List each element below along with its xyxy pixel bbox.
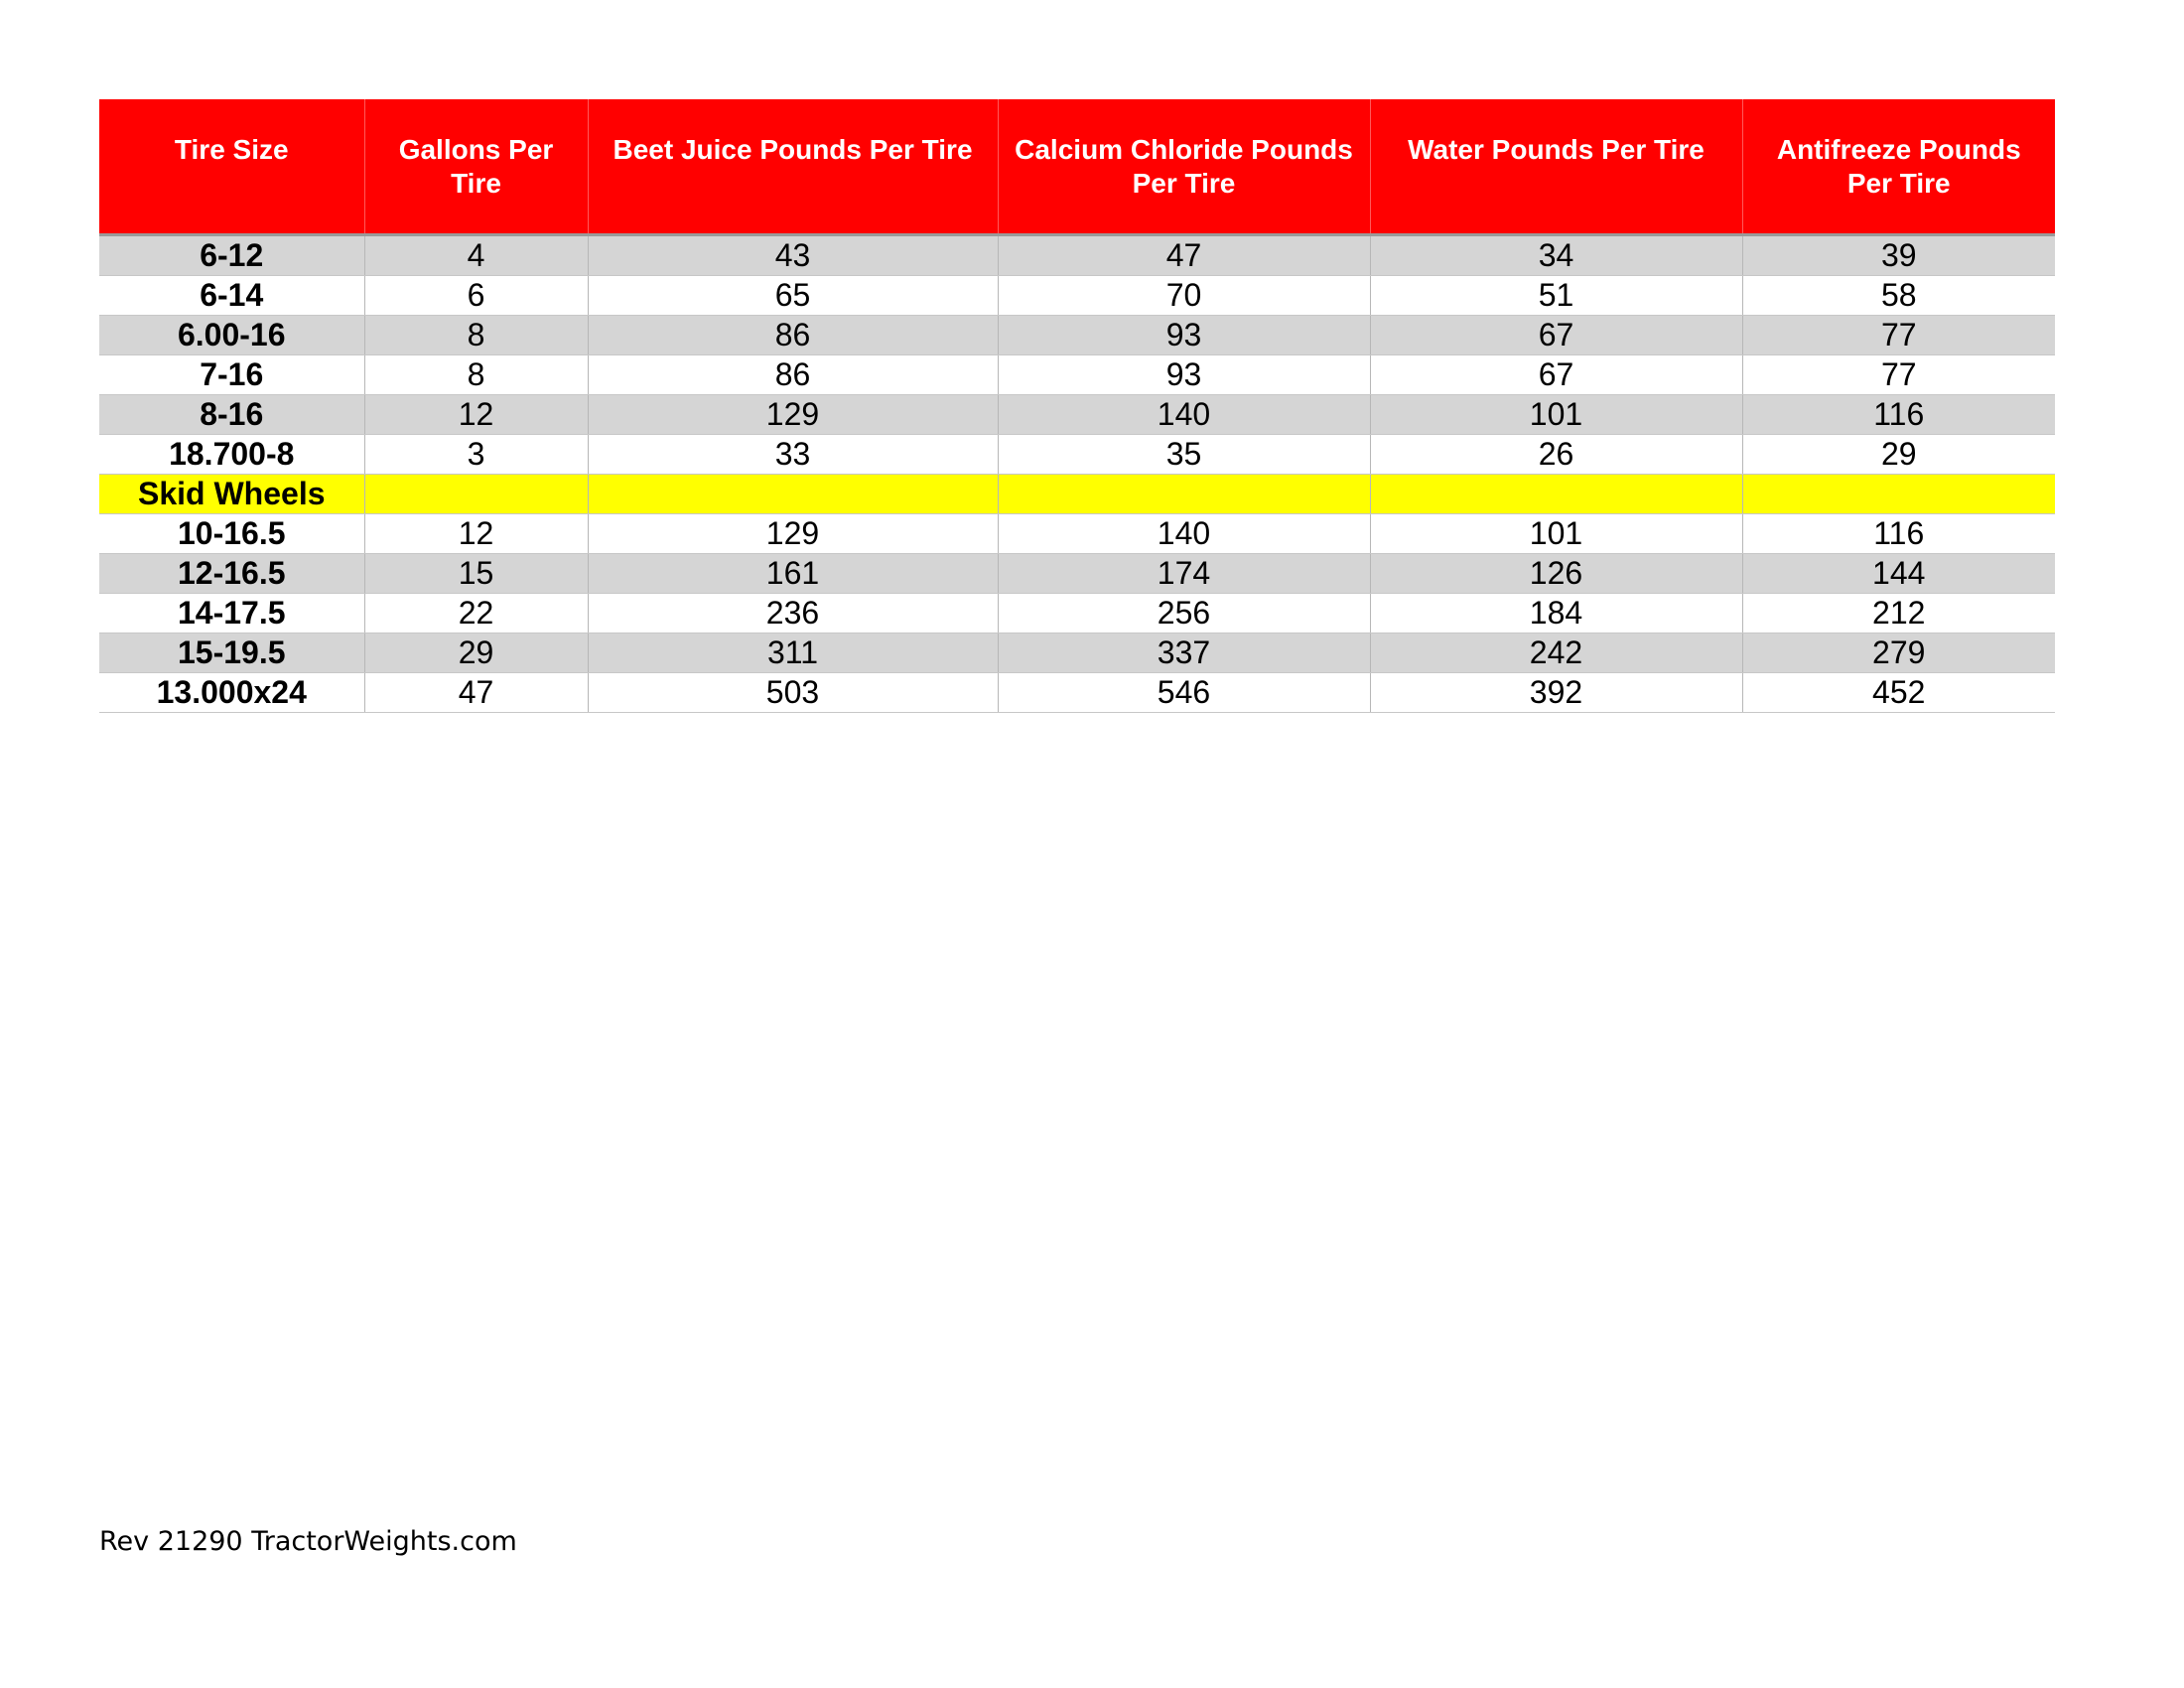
- table-row: [99, 315, 2055, 354]
- cell-beet-juice: 33: [588, 434, 998, 474]
- cell-tire-size: 6.00-16: [99, 315, 364, 354]
- cell-antifreeze: 29: [1742, 434, 2055, 474]
- tire-ballast-table: [99, 99, 2055, 713]
- cell-beet-juice: 86: [588, 315, 998, 354]
- cell-gallons: 4: [364, 234, 588, 275]
- col-gallons-per-tire: Gallons Per Tire: [364, 99, 588, 234]
- col-antifreeze-pounds: Antifreeze Pounds Per Tire: [1742, 99, 2055, 234]
- cell-antifreeze: 58: [1742, 275, 2055, 315]
- cell-antifreeze: 212: [1742, 593, 2055, 633]
- cell-calcium-chloride: 47: [998, 234, 1370, 275]
- header-row: [99, 99, 2055, 234]
- cell-water: 392: [1370, 672, 1742, 712]
- table-row: [99, 394, 2055, 434]
- cell-gallons: 47: [364, 672, 588, 712]
- cell-antifreeze: 452: [1742, 672, 2055, 712]
- table-row: [99, 234, 2055, 275]
- section-row-skid-wheels: [99, 474, 2055, 513]
- table-row: [99, 633, 2055, 672]
- cell-beet-juice: 129: [588, 513, 998, 553]
- cell-water: [1370, 474, 1742, 513]
- table-row: [99, 354, 2055, 394]
- cell-antifreeze: [1742, 474, 2055, 513]
- cell-water: 67: [1370, 354, 1742, 394]
- cell-water: 184: [1370, 593, 1742, 633]
- cell-calcium-chloride: [998, 474, 1370, 513]
- cell-beet-juice: 503: [588, 672, 998, 712]
- cell-beet-juice: 161: [588, 553, 998, 593]
- cell-tire-size: 15-19.5: [99, 633, 364, 672]
- cell-beet-juice: 236: [588, 593, 998, 633]
- cell-antifreeze: 144: [1742, 553, 2055, 593]
- cell-tire-size: 6-12: [99, 234, 364, 275]
- table-row: [99, 672, 2055, 712]
- cell-antifreeze: 116: [1742, 394, 2055, 434]
- cell-calcium-chloride: 140: [998, 394, 1370, 434]
- cell-beet-juice: 65: [588, 275, 998, 315]
- cell-water: 101: [1370, 513, 1742, 553]
- cell-beet-juice: 86: [588, 354, 998, 394]
- cell-gallons: 8: [364, 354, 588, 394]
- col-beet-juice-pounds: Beet Juice Pounds Per Tire: [588, 99, 998, 234]
- table-row: [99, 553, 2055, 593]
- cell-calcium-chloride: 546: [998, 672, 1370, 712]
- cell-antifreeze: 77: [1742, 315, 2055, 354]
- cell-beet-juice: 43: [588, 234, 998, 275]
- cell-gallons: 3: [364, 434, 588, 474]
- cell-gallons: [364, 474, 588, 513]
- cell-calcium-chloride: 93: [998, 315, 1370, 354]
- table-row: [99, 275, 2055, 315]
- cell-beet-juice: 129: [588, 394, 998, 434]
- cell-calcium-chloride: 337: [998, 633, 1370, 672]
- cell-water: 34: [1370, 234, 1742, 275]
- cell-gallons: 12: [364, 513, 588, 553]
- cell-beet-juice: [588, 474, 998, 513]
- cell-calcium-chloride: 140: [998, 513, 1370, 553]
- cell-tire-size: 14-17.5: [99, 593, 364, 633]
- cell-gallons: 6: [364, 275, 588, 315]
- table-row: [99, 434, 2055, 474]
- cell-gallons: 12: [364, 394, 588, 434]
- cell-gallons: 29: [364, 633, 588, 672]
- section-label: Skid Wheels: [99, 474, 364, 513]
- col-calcium-chloride-pounds: Calcium Chloride Pounds Per Tire: [998, 99, 1370, 234]
- cell-antifreeze: 116: [1742, 513, 2055, 553]
- cell-gallons: 22: [364, 593, 588, 633]
- cell-water: 26: [1370, 434, 1742, 474]
- cell-antifreeze: 77: [1742, 354, 2055, 394]
- table-row: [99, 513, 2055, 553]
- cell-tire-size: 13.000x24: [99, 672, 364, 712]
- cell-tire-size: 12-16.5: [99, 553, 364, 593]
- cell-tire-size: 18.700-8: [99, 434, 364, 474]
- table-row: [99, 593, 2055, 633]
- cell-calcium-chloride: 35: [998, 434, 1370, 474]
- cell-tire-size: 10-16.5: [99, 513, 364, 553]
- cell-antifreeze: 39: [1742, 234, 2055, 275]
- cell-water: 126: [1370, 553, 1742, 593]
- col-tire-size: Tire Size: [99, 99, 364, 234]
- cell-calcium-chloride: 174: [998, 553, 1370, 593]
- cell-calcium-chloride: 256: [998, 593, 1370, 633]
- cell-water: 51: [1370, 275, 1742, 315]
- cell-tire-size: 7-16: [99, 354, 364, 394]
- cell-tire-size: 8-16: [99, 394, 364, 434]
- col-water-pounds: Water Pounds Per Tire: [1370, 99, 1742, 234]
- cell-gallons: 15: [364, 553, 588, 593]
- cell-gallons: 8: [364, 315, 588, 354]
- cell-tire-size: 6-14: [99, 275, 364, 315]
- cell-calcium-chloride: 70: [998, 275, 1370, 315]
- cell-antifreeze: 279: [1742, 633, 2055, 672]
- cell-beet-juice: 311: [588, 633, 998, 672]
- cell-water: 101: [1370, 394, 1742, 434]
- cell-water: 242: [1370, 633, 1742, 672]
- cell-calcium-chloride: 93: [998, 354, 1370, 394]
- revision-footer: Rev 21290 TractorWeights.com: [99, 1526, 517, 1557]
- cell-water: 67: [1370, 315, 1742, 354]
